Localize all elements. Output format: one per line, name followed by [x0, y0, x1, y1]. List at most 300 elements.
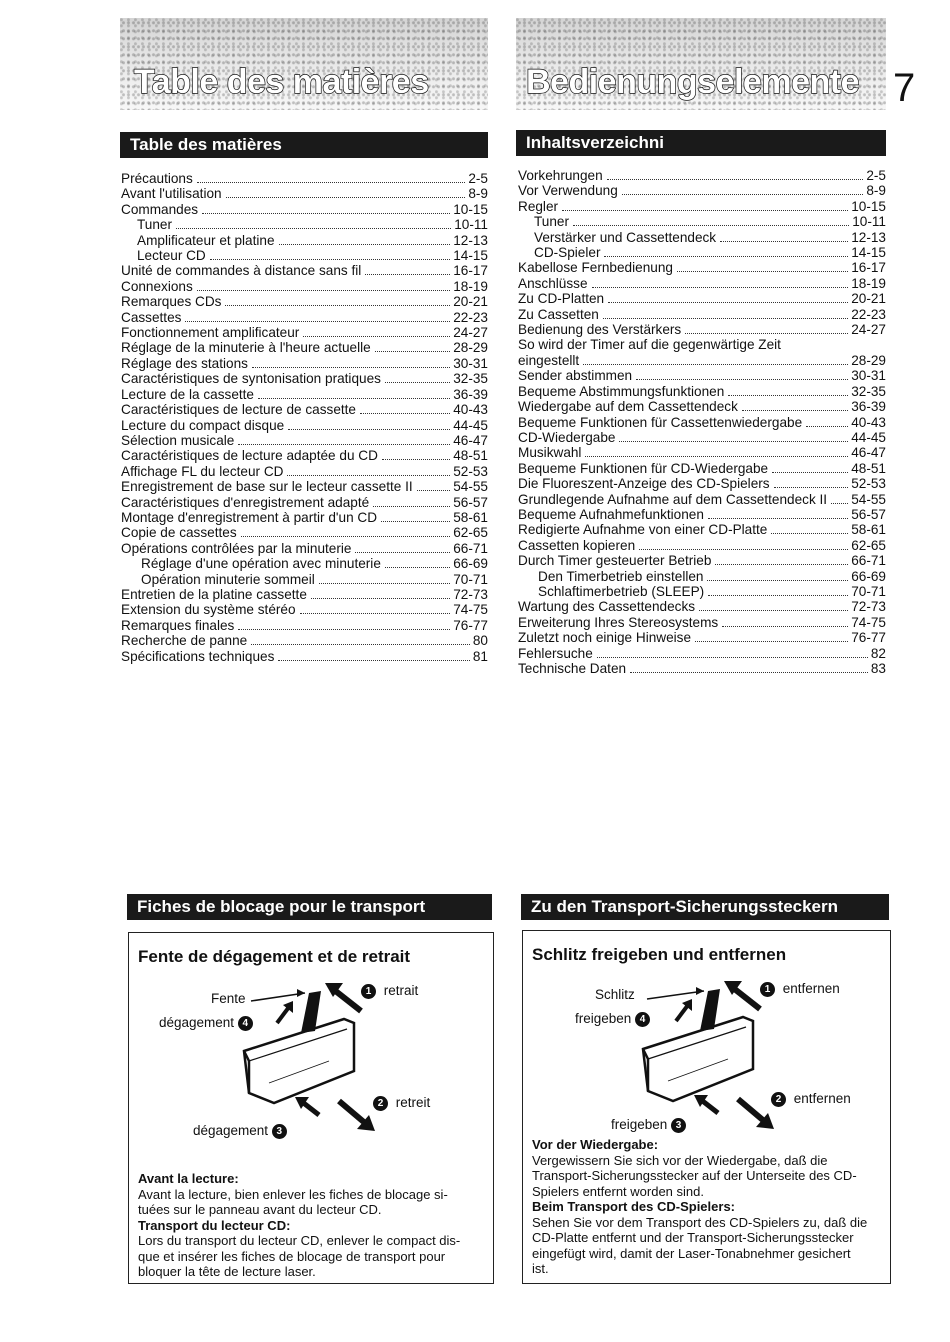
- toc-entry-title: Lecteur CD: [137, 248, 206, 264]
- toc-entry-title: Technische Daten: [518, 661, 627, 676]
- left-label-degagement-top: dégagement 4: [159, 1015, 253, 1031]
- toc-dot-leader: [604, 256, 848, 257]
- toc-entry-title: Sélection musicale: [121, 432, 235, 448]
- toc-entry-title: Unité de commandes à distance sans fil: [121, 263, 362, 279]
- toc-entry: [121, 618, 488, 633]
- toc-entry-title: Zu Cassetten: [518, 306, 599, 322]
- toc-entry: [518, 384, 886, 399]
- toc-entry-title: Extension du système stéréo: [121, 602, 296, 618]
- toc-dot-leader: [619, 441, 848, 442]
- toc-entry-title: Réglage des stations: [121, 355, 248, 371]
- toc-entry-page: 76-77: [851, 630, 886, 646]
- toc-entry: [121, 402, 488, 417]
- toc-dot-leader: [630, 672, 868, 673]
- toc-entry-page: 16-17: [851, 260, 886, 276]
- toc-entry-title: Remarques finales: [121, 617, 235, 633]
- toc-entry-page: 52-53: [851, 476, 886, 492]
- toc-entry-title: Wartung des Cassettendecks: [518, 599, 696, 615]
- toc-entry: [518, 291, 886, 306]
- toc-entry: [121, 479, 488, 494]
- toc-entry-title: Opération minuterie sommeil: [141, 571, 315, 587]
- right-toc-heading: Inhaltsverzeichni: [516, 130, 886, 156]
- toc-dot-leader: [585, 456, 848, 457]
- left-box-text: [138, 1171, 484, 1280]
- toc-entry-page: 52-53: [453, 463, 488, 479]
- toc-dot-leader: [592, 287, 849, 288]
- toc-entry: [518, 445, 886, 460]
- toc-dot-leader: [381, 521, 450, 522]
- toc-entry-title: Bequeme Funktionen für CD-Wiedergabe: [518, 460, 769, 476]
- toc-entry-page: 2-5: [468, 171, 488, 186]
- toc-entry-title: Schlaftimerbetrieb (SLEEP): [538, 583, 705, 599]
- toc-entry: [518, 522, 886, 537]
- toc-entry: [518, 646, 886, 661]
- toc-entry: [518, 599, 886, 614]
- toc-entry: [121, 217, 488, 232]
- toc-entry-page: 81: [472, 648, 488, 664]
- toc-dot-leader: [573, 225, 849, 226]
- toc-dot-leader: [288, 429, 450, 430]
- toc-entry-title: Caractéristiques de syntonisation pratiques: [121, 371, 381, 387]
- toc-entry-title: Vorkehrungen: [518, 168, 603, 183]
- right-text-heading-2: Beim Transport des CD-Spielers:: [532, 1199, 735, 1214]
- toc-entry: [518, 260, 886, 275]
- toc-dot-leader: [385, 382, 450, 383]
- toc-entry-page: 48-51: [453, 448, 488, 464]
- toc-entry-title: Bequeme Aufnahmefunktionen: [518, 506, 704, 522]
- toc-entry-page: 62-65: [453, 525, 488, 541]
- toc-dot-leader: [241, 536, 451, 537]
- toc-entry-page: 56-57: [851, 506, 886, 522]
- toc-entry: [121, 279, 488, 294]
- toc-entry: [518, 214, 886, 229]
- toc-entry-page: 28-29: [453, 340, 488, 356]
- toc-entry-page: 44-45: [453, 417, 488, 433]
- left-header-banner: [120, 18, 488, 110]
- toc-entry-page: 46-47: [453, 432, 488, 448]
- toc-dot-leader: [583, 364, 848, 365]
- toc-entry-title: Entretien de la platine cassette: [121, 586, 307, 602]
- toc-entry-page: 20-21: [453, 294, 488, 310]
- left-text-paragraph-2: Lors du transport du lecteur CD, enlever le compact dis- que et insérer les fiches de blocage de transport pour bloquer la tête de lecture laser.: [138, 1233, 461, 1279]
- toc-entry-title: Zuletzt noch einige Hinweise: [518, 630, 692, 646]
- toc-entry-title: Tuner: [137, 217, 173, 233]
- toc-dot-leader: [608, 302, 848, 303]
- toc-dot-leader: [708, 518, 848, 519]
- toc-dot-leader: [728, 395, 848, 396]
- toc-entry-title: Cassettes: [121, 309, 182, 325]
- toc-entry-title: Zu CD-Platten: [518, 291, 605, 307]
- toc-entry-title: Recherche de panne: [121, 633, 248, 649]
- toc-dot-leader: [607, 179, 864, 180]
- toc-entry: [518, 230, 886, 245]
- toc-entry: [121, 602, 488, 617]
- toc-entry-title: Spécifications techniques: [121, 648, 275, 664]
- toc-entry: [518, 492, 886, 507]
- toc-entry: [518, 399, 886, 414]
- toc-entry-title: Anschlüsse: [518, 275, 588, 291]
- toc-dot-leader: [720, 241, 848, 242]
- toc-entry-page: 66-69: [851, 568, 886, 584]
- toc-entry: [121, 495, 488, 510]
- left-text-paragraph-1: Avant la lecture, bien enlever les fiches de blocage si- tuées sur le panneau avant du lecteur CD.: [138, 1186, 448, 1217]
- toc-entry: [518, 507, 886, 522]
- right-toc-list: [518, 168, 886, 676]
- toc-entry-title: Bequeme Abstimmungsfunktionen: [518, 383, 725, 399]
- right-label-freigeben-bottom: freigeben 3: [611, 1117, 686, 1133]
- toc-entry-page: 66-71: [851, 553, 886, 569]
- toc-entry-page: 58-61: [851, 522, 886, 538]
- toc-entry-page: 72-73: [851, 599, 886, 615]
- toc-entry-page: 12-13: [851, 229, 886, 245]
- right-text-paragraph-2: Sehen Sie vor dem Transport des CD-Spielers zu, daß die CD-Platte entfernt und der Transport-Sicherungsstecker eingefügt wird, damit der Laser-Tonabnehmer gesichert ist.: [532, 1214, 868, 1276]
- toc-dot-leader: [708, 595, 848, 596]
- toc-entry-page: 74-75: [851, 614, 886, 630]
- toc-entry: [518, 337, 886, 352]
- toc-entry-title: Caractéristiques d'enregistrement adapté: [121, 494, 370, 510]
- toc-entry: [121, 340, 488, 355]
- left-text-heading-2: Transport du lecteur CD:: [138, 1217, 291, 1233]
- toc-entry-page: 10-11: [852, 214, 886, 230]
- toc-entry-page: 30-31: [851, 368, 886, 384]
- right-label-schlitz: Schlitz: [595, 987, 635, 1002]
- left-label-fente: Fente: [211, 991, 246, 1006]
- toc-entry: [121, 387, 488, 402]
- toc-dot-leader: [287, 475, 450, 476]
- toc-dot-leader: [707, 580, 848, 581]
- toc-dot-leader: [300, 613, 451, 614]
- toc-dot-leader: [771, 533, 848, 534]
- toc-entry-title: Opérations contrôlées par la minuterie: [121, 540, 352, 556]
- toc-dot-leader: [699, 610, 848, 611]
- toc-dot-leader: [319, 583, 450, 584]
- toc-entry-title: Bequeme Funktionen für Cassettenwiedergabe: [518, 414, 803, 430]
- left-text-heading-1: Avant la lecture:: [138, 1171, 239, 1186]
- toc-entry: [121, 556, 488, 571]
- toc-dot-leader: [715, 564, 848, 565]
- toc-entry-page: 32-35: [851, 383, 886, 399]
- toc-entry: [518, 569, 886, 584]
- toc-dot-leader: [176, 228, 451, 229]
- toc-entry: [518, 276, 886, 291]
- right-box-title: Schlitz freigeben und entfernen: [532, 945, 787, 964]
- toc-entry-page: 32-35: [453, 371, 488, 387]
- toc-entry-title: Bedienung des Verstärkers: [518, 322, 682, 338]
- toc-entry-page: 76-77: [453, 617, 488, 633]
- step-2-icon: 2: [771, 1092, 786, 1107]
- toc-entry-page: 82: [870, 645, 886, 661]
- toc-dot-leader: [603, 318, 848, 319]
- right-label-freigeben-top: freigeben 4: [575, 1011, 650, 1027]
- toc-entry: [121, 525, 488, 540]
- right-text-paragraph-1: Vergewissern Sie sich vor der Wiedergabe, daß die Transport-Sicherungsstecker auf der Unterseite des CD- Spielers entfernt worden sind.: [532, 1152, 857, 1199]
- toc-entry: [121, 464, 488, 479]
- right-box-text: [532, 1137, 884, 1277]
- toc-entry: [518, 307, 886, 322]
- step-1-icon: 1: [361, 984, 376, 999]
- toc-entry-title: Enregistrement de base sur le lecteur cassette II: [121, 479, 413, 495]
- toc-entry-title: Den Timerbetrieb einstellen: [538, 568, 704, 584]
- toc-entry: [121, 263, 488, 278]
- toc-dot-leader: [695, 641, 848, 642]
- toc-entry-page: 36-39: [851, 399, 886, 415]
- toc-entry-page: 62-65: [851, 537, 886, 553]
- toc-entry-page: 40-43: [453, 402, 488, 418]
- toc-entry-page: 24-27: [851, 322, 886, 338]
- toc-entry: [121, 371, 488, 386]
- left-transport-box: [128, 932, 494, 1284]
- toc-entry-page: 18-19: [851, 275, 886, 291]
- toc-entry: [518, 630, 886, 645]
- left-toc-heading: Table des matières: [120, 132, 488, 158]
- toc-entry: [121, 356, 488, 371]
- toc-entry: [518, 553, 886, 568]
- toc-entry-page: 22-23: [851, 306, 886, 322]
- toc-dot-leader: [258, 398, 450, 399]
- toc-entry-page: 10-11: [454, 217, 488, 233]
- toc-dot-leader: [774, 487, 849, 488]
- toc-dot-leader: [225, 305, 450, 306]
- step-3-icon: 3: [272, 1124, 287, 1139]
- toc-entry: [121, 433, 488, 448]
- toc-dot-leader: [278, 660, 469, 661]
- toc-entry-page: 14-15: [453, 248, 488, 264]
- toc-entry-title: Regler: [518, 198, 559, 214]
- toc-dot-leader: [417, 490, 451, 491]
- step-1-icon: 1: [760, 982, 775, 997]
- toc-entry: [121, 186, 488, 201]
- toc-dot-leader: [685, 333, 848, 334]
- toc-entry-title: Erweiterung Ihres Stereosystems: [518, 614, 719, 630]
- toc-entry-title: Musikwahl: [518, 445, 582, 461]
- left-label-degagement-bottom: dégagement 3: [193, 1123, 287, 1139]
- toc-entry: [121, 248, 488, 263]
- toc-entry-page: 70-71: [453, 571, 488, 587]
- toc-entry-title: Connexions: [121, 278, 193, 294]
- toc-entry: [518, 415, 886, 430]
- toc-entry-page: 44-45: [851, 429, 886, 445]
- toc-entry: [121, 418, 488, 433]
- step-4-icon: 4: [635, 1012, 650, 1027]
- toc-entry-title: CD-Spieler: [534, 245, 601, 261]
- toc-entry-page: 22-23: [453, 309, 488, 325]
- toc-dot-leader: [238, 444, 450, 445]
- toc-entry-page: 24-27: [453, 325, 488, 341]
- toc-entry-title: Vor Verwendung: [518, 183, 618, 199]
- toc-entry-title: Redigierte Aufnahme von einer CD-Platte: [518, 522, 768, 538]
- toc-entry-page: 8-9: [468, 186, 488, 202]
- right-big-title: Bedienungselemente: [526, 63, 859, 101]
- toc-entry: [121, 448, 488, 463]
- toc-dot-leader: [373, 506, 450, 507]
- toc-dot-leader: [639, 549, 848, 550]
- step-4-icon: 4: [238, 1016, 253, 1031]
- toc-entry-title: Fonctionnement amplificateur: [121, 325, 300, 341]
- toc-entry-title: CD-Wiedergabe: [518, 429, 616, 445]
- toc-entry-title: Caractéristiques de lecture adaptée du CD: [121, 448, 378, 464]
- toc-entry-page: 66-69: [453, 556, 488, 572]
- toc-dot-leader: [303, 336, 450, 337]
- toc-entry: [121, 325, 488, 340]
- toc-entry: [121, 572, 488, 587]
- toc-dot-leader: [622, 194, 864, 195]
- toc-dot-leader: [375, 351, 451, 352]
- right-header-banner: [516, 18, 886, 110]
- toc-dot-leader: [772, 472, 848, 473]
- toc-entry: [121, 294, 488, 309]
- toc-entry: [518, 615, 886, 630]
- toc-entry-page: 66-71: [453, 540, 488, 556]
- toc-entry-title: Copie de cassettes: [121, 525, 237, 541]
- toc-dot-leader: [251, 644, 470, 645]
- toc-entry: [518, 461, 886, 476]
- page-number: 7: [893, 66, 916, 110]
- toc-entry: [121, 649, 488, 664]
- left-label-retreit: 2 retreit: [373, 1095, 430, 1111]
- toc-entry: [121, 171, 488, 186]
- toc-entry-page: 83: [870, 661, 886, 676]
- toc-entry-page: 2-5: [866, 168, 886, 183]
- toc-dot-leader: [311, 598, 450, 599]
- toc-entry-title: So wird der Timer auf die gegenwärtige Zeit: [518, 337, 781, 353]
- toc-entry-page: 8-9: [866, 183, 886, 199]
- toc-entry-title: Affichage FL du lecteur CD: [121, 463, 284, 479]
- toc-entry: [121, 541, 488, 556]
- toc-entry: [518, 199, 886, 214]
- toc-dot-leader: [636, 379, 848, 380]
- toc-entry-page: 10-15: [851, 198, 886, 214]
- toc-dot-leader: [360, 413, 450, 414]
- toc-dot-leader: [197, 290, 450, 291]
- toc-entry-title: Durch Timer gesteuerter Betrieb: [518, 553, 712, 569]
- toc-entry-page: 10-15: [453, 201, 488, 217]
- toc-entry: [518, 430, 886, 445]
- toc-entry: [518, 183, 886, 198]
- toc-entry-page: 18-19: [453, 278, 488, 294]
- toc-dot-leader: [562, 210, 848, 211]
- toc-entry-title: Grundlegende Aufnahme auf dem Cassettendeck II: [518, 491, 828, 507]
- right-transport-box: [522, 930, 891, 1284]
- toc-entry-page: 74-75: [453, 602, 488, 618]
- toc-dot-leader: [831, 503, 848, 504]
- toc-dot-leader: [722, 626, 848, 627]
- toc-entry-title: Lecture du compact disque: [121, 417, 285, 433]
- toc-entry-title: Amplificateur et platine: [137, 232, 275, 248]
- toc-entry: [518, 368, 886, 383]
- toc-entry-page: 72-73: [453, 586, 488, 602]
- step-2-icon: 2: [373, 1096, 388, 1111]
- toc-entry: [518, 584, 886, 599]
- toc-dot-leader: [197, 182, 466, 183]
- toc-entry-title: Verstärker und Cassettendeck: [534, 229, 717, 245]
- toc-entry: [121, 310, 488, 325]
- toc-entry: [518, 353, 886, 368]
- toc-entry-page: 40-43: [851, 414, 886, 430]
- step-3-icon: 3: [671, 1118, 686, 1133]
- toc-entry: [121, 233, 488, 248]
- toc-entry: [121, 510, 488, 525]
- toc-entry-title: Fehlersuche: [518, 645, 593, 661]
- toc-dot-leader: [677, 271, 848, 272]
- right-label-entfernen-bottom: 2 entfernen: [771, 1091, 851, 1107]
- toc-entry-page: 36-39: [453, 386, 488, 402]
- toc-entry-page: 28-29: [851, 352, 886, 368]
- toc-entry-page: 58-61: [453, 509, 488, 525]
- toc-dot-leader: [806, 426, 848, 427]
- toc-entry: [518, 245, 886, 260]
- toc-dot-leader: [252, 367, 450, 368]
- toc-entry-page: 12-13: [453, 232, 488, 248]
- toc-entry-page: 70-71: [851, 583, 886, 599]
- toc-entry-page: 48-51: [851, 460, 886, 476]
- right-transport-heading: Zu den Transport-Sicherungssteckern: [521, 894, 889, 920]
- right-label-entfernen-top: 1 entfernen: [760, 981, 840, 997]
- toc-entry-title: Kabellose Fernbedienung: [518, 260, 673, 276]
- toc-entry-page: 16-17: [453, 263, 488, 279]
- toc-dot-leader: [185, 321, 450, 322]
- toc-entry-page: 54-55: [453, 479, 488, 495]
- right-text-heading-1: Vor der Wiedergabe:: [532, 1137, 659, 1152]
- toc-entry-page: 54-55: [851, 491, 886, 507]
- toc-entry-title: Réglage de la minuterie à l'heure actuelle: [121, 340, 371, 356]
- toc-entry-title: Die Fluoreszent-Anzeige des CD-Spielers: [518, 476, 770, 492]
- toc-entry: [518, 538, 886, 553]
- toc-dot-leader: [226, 197, 466, 198]
- toc-entry: [518, 476, 886, 491]
- toc-entry-title: Commandes: [121, 201, 199, 217]
- toc-entry: [518, 322, 886, 337]
- toc-entry-page: 80: [472, 633, 488, 649]
- toc-entry-title: Caractéristiques de lecture de cassette: [121, 402, 356, 418]
- toc-entry: [121, 202, 488, 217]
- toc-entry-title: Sender abstimmen: [518, 368, 633, 384]
- toc-entry-title: Cassetten kopieren: [518, 537, 636, 553]
- toc-dot-leader: [279, 244, 451, 245]
- left-label-retrait-top: 1 retrait: [361, 983, 418, 999]
- toc-entry-title: Wiedergabe auf dem Cassettendeck: [518, 399, 738, 415]
- toc-entry-title: Lecture de la cassette: [121, 386, 254, 402]
- toc-entry-page: 20-21: [851, 291, 886, 307]
- toc-dot-leader: [238, 629, 450, 630]
- toc-entry-title: Avant l'utilisation: [121, 186, 222, 202]
- toc-entry-page: 30-31: [453, 355, 488, 371]
- toc-entry-page: 56-57: [453, 494, 488, 510]
- toc-dot-leader: [355, 552, 450, 553]
- toc-entry-title: Réglage d'une opération avec minuterie: [141, 556, 381, 572]
- toc-dot-leader: [202, 213, 450, 214]
- toc-entry-page: 14-15: [851, 245, 886, 261]
- left-toc-list: [121, 171, 488, 664]
- left-box-title: Fente de dégagement et de retrait: [138, 947, 411, 966]
- toc-entry-title: Remarques CDs: [121, 294, 222, 310]
- toc-entry: [518, 168, 886, 183]
- toc-entry: [518, 661, 886, 676]
- toc-dot-leader: [597, 657, 868, 658]
- toc-entry-title: Tuner: [534, 214, 570, 230]
- toc-dot-leader: [382, 459, 450, 460]
- toc-entry-page: 46-47: [851, 445, 886, 461]
- toc-entry: [121, 587, 488, 602]
- toc-entry: [121, 633, 488, 648]
- toc-dot-leader: [742, 410, 848, 411]
- toc-entry-title: eingestellt: [518, 352, 580, 368]
- toc-dot-leader: [365, 274, 450, 275]
- left-transport-heading: Fiches de blocage pour le transport: [127, 894, 492, 920]
- left-big-title: Table des matières: [134, 63, 429, 101]
- toc-dot-leader: [210, 259, 450, 260]
- toc-dot-leader: [385, 567, 450, 568]
- toc-entry-title: Montage d'enregistrement à partir d'un CD: [121, 509, 378, 525]
